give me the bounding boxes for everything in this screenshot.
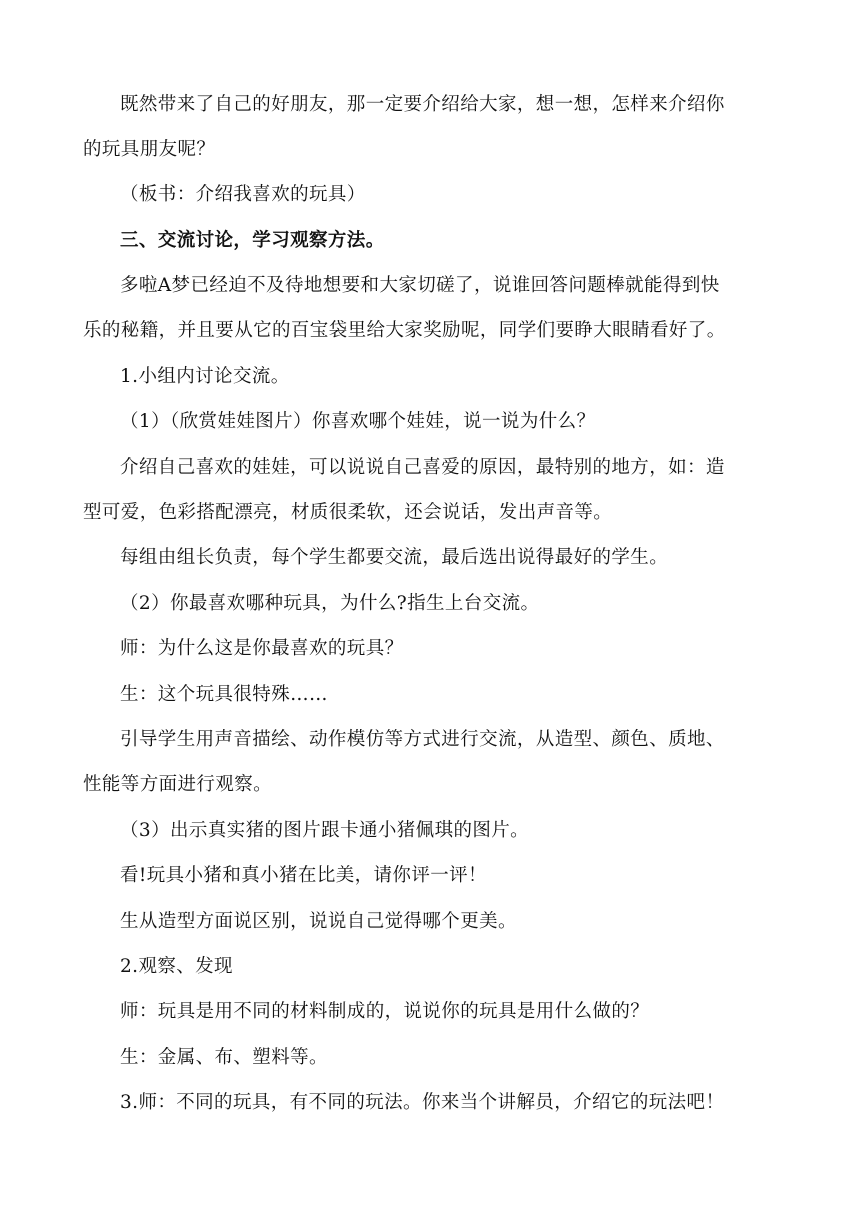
dialogue-line: 师：为什么这是你最喜欢的玩具？	[120, 638, 404, 659]
subheading: 2.观察、发现	[120, 956, 233, 977]
paragraph-line: （3）出示真实猪的图片跟卡通小猪佩琪的图片。	[120, 820, 530, 841]
dialogue-line: 师：玩具是用不同的材料制成的，说说你的玩具是用什么做的？	[120, 1001, 650, 1022]
paragraph-line: 每组由组长负责，每个学生都要交流，最后选出说得最好的学生。	[120, 547, 669, 568]
paragraph-line: 乐的秘籍，并且要从它的百宝袋里给大家奖励呢，同学们要睁大眼睛看好了。	[83, 320, 726, 341]
dialogue-line: 生：这个玩具很特殊……	[120, 684, 328, 705]
board-note: （板书：介绍我喜欢的玩具）	[120, 184, 366, 205]
paragraph-line: 的玩具朋友呢？	[83, 139, 216, 160]
paragraph-line: 型可爱，色彩搭配漂亮，材质很柔软，还会说话，发出声音等。	[83, 502, 613, 523]
paragraph-line: 生从造型方面说区别，说说自己觉得哪个更美。	[120, 911, 517, 932]
paragraph-line: 介绍自己喜欢的娃娃，可以说说自己喜爱的原因，最特别的地方，如：造	[120, 457, 725, 478]
paragraph-line: 看!玩具小猪和真小猪在比美，请你评一评！	[120, 865, 487, 886]
paragraph-line: 性能等方面进行观察。	[83, 774, 273, 795]
dialogue-line: 3.师：不同的玩具，有不同的玩法。你来当个讲解员，介绍它的玩法吧！	[120, 1092, 725, 1113]
paragraph-line: 引导学生用声音描绘、动作模仿等方式进行交流，从造型、颜色、质地、	[120, 729, 725, 750]
paragraph-line: 多啦A梦已经迫不及待地想要和大家切磋了，说谁回答问题棒就能得到快	[120, 275, 720, 296]
subheading: 1.小组内讨论交流。	[120, 366, 290, 387]
dialogue-line: 生：金属、布、塑料等。	[120, 1047, 328, 1068]
paragraph-line: 既然带来了自己的好朋友，那一定要介绍给大家，想一想，怎样来介绍你	[120, 94, 725, 115]
section-heading: 三、交流讨论，学习观察方法。	[120, 230, 385, 251]
paragraph-line: （1）（欣赏娃娃图片）你喜欢哪个娃娃，说一说为什么？	[120, 411, 596, 432]
paragraph-line: （2）你最喜欢哪种玩具，为什么?指生上台交流。	[120, 593, 540, 614]
